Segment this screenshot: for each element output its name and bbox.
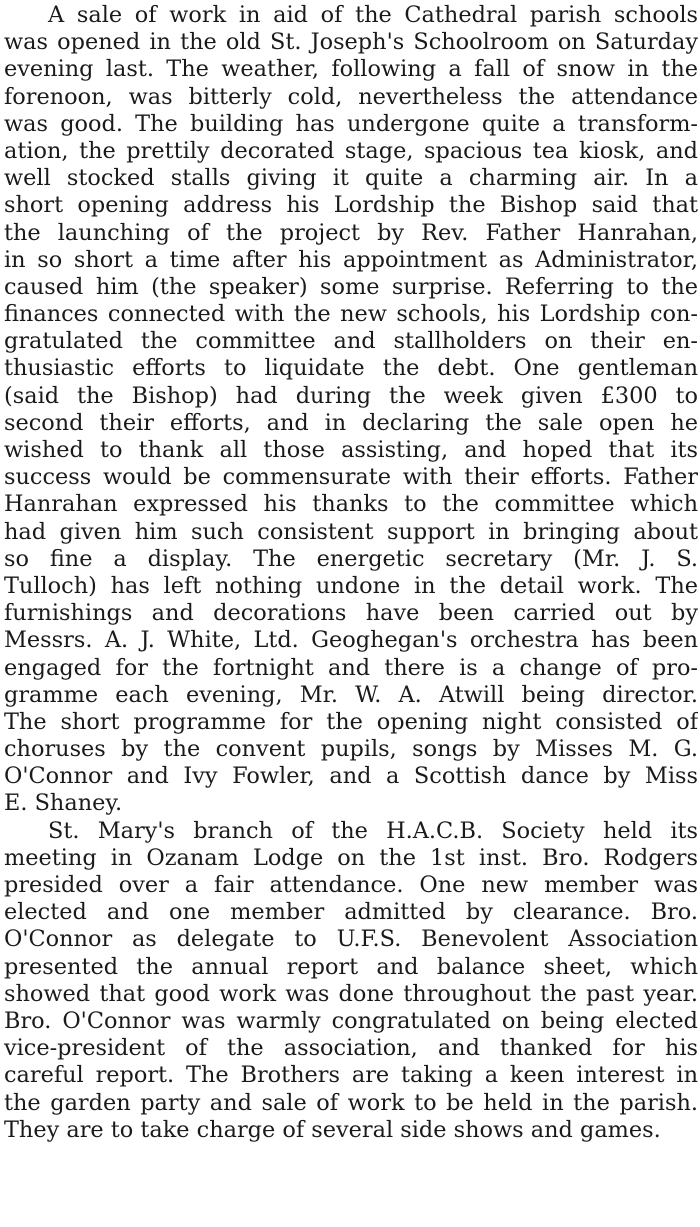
text-line: the launching of the project by Rev. Father Hanrahan, — [4, 219, 698, 246]
text-line: presided over a fair attendance. One new member was — [4, 872, 698, 898]
text-line: Hanrahan expressed his thanks to the committee which — [4, 491, 698, 518]
text-line: so fine a display. The energetic secretary (Mr. J. S. — [4, 545, 698, 572]
text-line: thusiastic efforts to liquidate the debt. One gentleman — [4, 355, 698, 382]
text-line: finances connected with the new schools, his Lordship con- — [4, 301, 698, 328]
text-line: ation, the prettily decorated stage, spacious tea kiosk, and — [4, 137, 698, 164]
text-line: gratulated the committee and stallholders on their en- — [4, 328, 698, 355]
text-line: choruses by the convent pupils, songs by Misses M. G. — [4, 736, 698, 763]
text-line: presented the annual report and balance sheet, which — [4, 953, 698, 980]
text-line: was good. The building has undergone quite a transform- — [4, 110, 698, 137]
text-line: the garden party and sale of work to be held in the parish. — [4, 1089, 698, 1116]
text-line: St. Mary's branch of the H.A.C.B. Society held its — [48, 817, 698, 844]
text-line: They are to take charge of several side shows and games. — [4, 1116, 661, 1143]
text-line: gramme each evening, Mr. W. A. Atwill being director. — [4, 681, 698, 708]
text-line: engaged for the fortnight and there is a change of pro- — [4, 654, 698, 681]
paragraph-sale-of-work — [4, 2, 698, 818]
text-line: caused him (the speaker) some surprise. Referring to the — [4, 273, 698, 300]
text-line: careful report. The Brothers are taking a keen interest in — [4, 1062, 698, 1089]
text-line: meeting in Ozanam Lodge on the 1st inst. Bro. Rodgers — [4, 844, 698, 871]
text-line: short opening address his Lordship the Bishop said that — [4, 192, 698, 219]
text-line: E. Shaney. — [4, 790, 123, 817]
text-line: O'Connor and Ivy Fowler, and a Scottish dance by Miss — [4, 763, 698, 790]
text-line: Bro. O'Connor was warmly congratulated on being elected — [4, 1007, 698, 1034]
text-line: The short programme for the opening night consisted of — [4, 708, 698, 735]
text-line: had given him such consistent support in bringing about — [4, 518, 698, 545]
text-line: was opened in the old St. Joseph's Schoolroom on Saturday — [4, 29, 698, 56]
text-line: success would be commensurate with their efforts. Father — [4, 464, 698, 491]
text-line: A sale of work in aid of the Cathedral parish schools — [48, 2, 698, 28]
text-line: showed that good work was done throughout the past year. — [4, 980, 698, 1007]
text-line: Tulloch) has left nothing undone in the detail work. The — [4, 572, 698, 599]
text-line: O'Connor as delegate to U.F.S. Benevolent Association — [4, 926, 698, 953]
text-line: Messrs. A. J. White, Ltd. Geoghegan's orchestra has been — [4, 627, 698, 654]
text-line: wished to thank all those assisting, and hoped that its — [4, 437, 698, 463]
text-line: in so short a time after his appointment as Administrator, — [4, 246, 698, 273]
text-line: vice-president of the association, and thanked for his — [4, 1035, 698, 1062]
text-line: furnishings and decorations have been carried out by — [4, 600, 698, 627]
text-line: elected and one member admitted by clearance. Bro. — [4, 899, 698, 926]
text-line: evening last. The weather, following a fall of snow in the — [4, 56, 698, 83]
text-line: (said the Bishop) had during the week given £300 to — [4, 382, 698, 409]
article-column — [4, 2, 698, 1227]
text-line: forenoon, was bitterly cold, nevertheless the attendance — [4, 83, 698, 110]
text-line: well stocked stalls giving it quite a charming air. In a — [4, 165, 698, 192]
paragraph-hacb-society — [4, 818, 698, 1144]
text-line: second their efforts, and in declaring the sale open he — [4, 409, 698, 436]
